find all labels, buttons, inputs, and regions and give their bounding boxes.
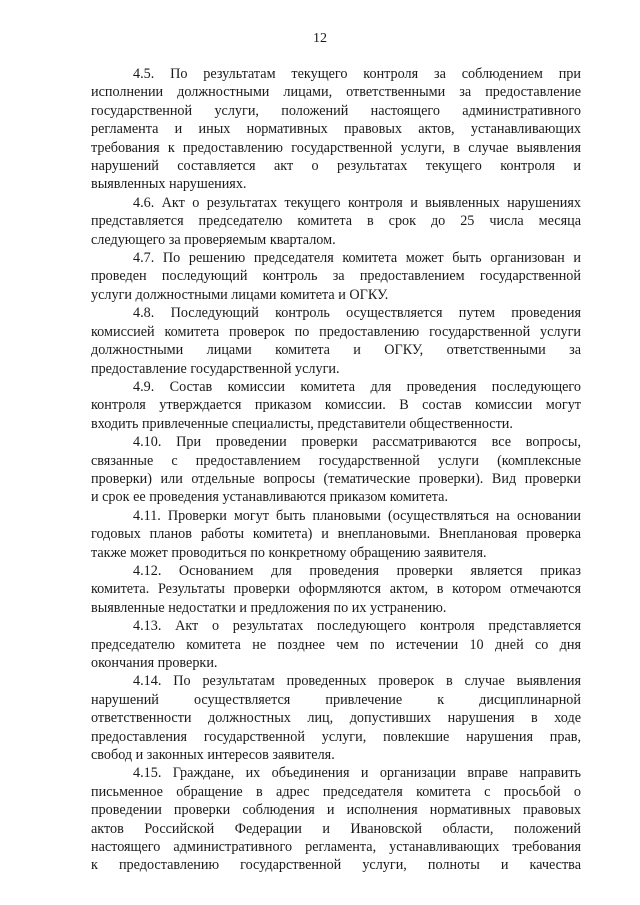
text-line: нарушений осуществляется привлечение к дисциплинарной bbox=[91, 691, 581, 708]
text-line: настоящего административного регламента, устанавливающих требования bbox=[91, 839, 581, 856]
text-line: комитета. Результаты проверки оформляются актом, в котором отмечаются bbox=[91, 581, 581, 598]
text-line: государственной услуги, положений настоящего административного bbox=[91, 102, 581, 119]
text-line: 4.12. Основанием для проведения проверки является приказ bbox=[133, 562, 581, 579]
paragraph-4-11 bbox=[91, 507, 581, 562]
text-line: окончания проверки. bbox=[91, 655, 218, 671]
page-number: 12 bbox=[313, 31, 327, 46]
paragraph-4-5 bbox=[91, 65, 581, 194]
text-line: 4.8. Последующий контроль осуществляется путем проведения bbox=[133, 305, 581, 322]
text-line: проведен последующий контроль за предоставлением государственной bbox=[91, 268, 581, 285]
text-line: 4.5. По результатам текущего контроля за соблюдением при bbox=[133, 66, 581, 82]
text-line: предоставления государственной услуги, повлекшие нарушения прав, bbox=[91, 728, 581, 745]
text-line: 4.14. По результатам проведенных проверок в случае выявления bbox=[133, 673, 581, 690]
text-line: контроля утверждается приказом комиссии. В состав комиссии могут bbox=[91, 397, 581, 414]
text-line: 4.10. При проведении проверки рассматриваются все вопросы, bbox=[133, 434, 581, 451]
document-body bbox=[91, 65, 581, 875]
text-line: свобод и законных интересов заявителя. bbox=[91, 747, 335, 764]
text-line: и срок ее проведения устанавливаются приказом комитета. bbox=[91, 489, 448, 506]
paragraph-4-9 bbox=[91, 378, 581, 433]
text-line: следующего за проверяемым кварталом. bbox=[91, 231, 336, 248]
text-line: ответственности должностных лиц, допустивших нарушения в ходе bbox=[91, 710, 581, 727]
text-line: письменное обращение в адрес председателя комитета с просьбой о bbox=[91, 783, 581, 800]
paragraph-4-8 bbox=[91, 304, 581, 378]
text-line: исполнении должностными лицами, ответственными за предоставление bbox=[91, 84, 581, 101]
text-line: требования к предоставлению государственной услуги, в случае выявления bbox=[91, 139, 581, 156]
text-line: должностными лицами комитета и ОГКУ, ответственными за bbox=[91, 342, 581, 359]
text-line: нарушений составляется акт о результатах текущего контроля и bbox=[91, 158, 581, 175]
text-line: к предоставлению государственной услуги, полноты и качества bbox=[91, 857, 581, 874]
text-line: комиссией комитета проверок по предоставлению государственной услуги bbox=[91, 323, 581, 340]
text-line: выявленные недостатки и предложения по их устранению. bbox=[91, 599, 447, 616]
text-line: регламента и иных нормативных правовых актов, устанавливающих bbox=[91, 121, 581, 138]
text-line: предоставление государственной услуги. bbox=[91, 360, 340, 377]
text-line: 4.15. Граждане, их объединения и организации вправе направить bbox=[133, 765, 581, 782]
text-line: входить привлеченные специалисты, представители общественности. bbox=[91, 415, 513, 432]
paragraph-4-14 bbox=[91, 672, 581, 764]
text-line: 4.9. Состав комиссии комитета для проведения последующего bbox=[133, 378, 581, 395]
text-line: проведении проверки соблюдения и исполнения нормативных правовых bbox=[91, 802, 581, 819]
text-line: председателю комитета не позднее чем по истечении 10 дней со дня bbox=[91, 636, 581, 653]
paragraph-4-13 bbox=[91, 617, 581, 672]
text-line: проверки) или отдельные вопросы (тематические проверки). Вид проверки bbox=[91, 470, 581, 487]
paragraph-4-6 bbox=[91, 194, 581, 249]
text-line: услуги должностными лицами комитета и ОГКУ. bbox=[91, 286, 389, 303]
paragraph-4-12 bbox=[91, 562, 581, 617]
text-line: актов Российской Федерации и Ивановской области, положений bbox=[91, 820, 581, 837]
text-line: 4.13. Акт о результатах последующего контроля представляется bbox=[133, 618, 581, 635]
text-line: представляется председателю комитета в срок до 25 числа месяца bbox=[91, 213, 581, 230]
text-line: связанные с предоставлением государственной услуги (комплексные bbox=[91, 452, 581, 469]
paragraph-4-7 bbox=[91, 249, 581, 304]
text-line: 4.11. Проверки могут быть плановыми (осуществляться на основании bbox=[133, 507, 581, 524]
text-line: также может проводиться по конкретному обращению заявителя. bbox=[91, 544, 487, 561]
paragraph-4-10 bbox=[91, 433, 581, 507]
text-line: 4.6. Акт о результатах текущего контроля и выявленных нарушениях bbox=[133, 194, 581, 211]
text-line: 4.7. По решению председателя комитета может быть организован и bbox=[133, 250, 581, 267]
text-line: годовых планов работы комитета) и внеплановыми. Внеплановая проверка bbox=[91, 526, 581, 543]
paragraph-4-15 bbox=[91, 764, 581, 874]
text-line: выявленных нарушениях. bbox=[91, 176, 247, 193]
